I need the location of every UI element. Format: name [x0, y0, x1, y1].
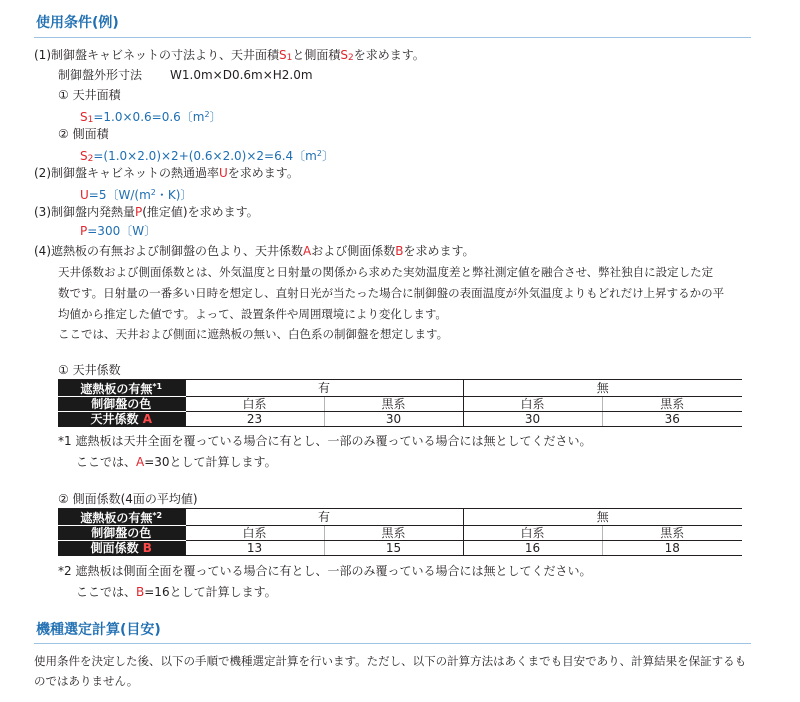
- dimension-label: 制御盤外形寸法: [58, 68, 143, 82]
- table-row: [58, 541, 742, 556]
- table-row: [58, 397, 742, 412]
- selection-paragraph-line-2: のではありません。: [34, 674, 139, 688]
- paragraph-line-2: 数です。日射量の一番多い日時を想定し、直射日光が当たった場合に制御盤の表面温度が外気温度よりもどれだけ上昇するかの平: [58, 286, 725, 300]
- table-row: [58, 509, 742, 526]
- value-cell: 30: [324, 412, 463, 427]
- value-cell: 13: [185, 541, 324, 556]
- value-cell: 30: [463, 412, 602, 427]
- coefficient-header: 天井係数 A: [58, 412, 185, 427]
- value-cell: 16: [463, 541, 602, 556]
- paragraph-line-4: ここでは、天井および側面に遮熱板の無い、白色系の制御盤を想定します。: [58, 327, 449, 341]
- color-cell: 白系: [463, 397, 602, 412]
- shield-no-cell: 無: [463, 509, 742, 526]
- value-cell: 23: [185, 412, 324, 427]
- color-cell: 白系: [463, 526, 602, 541]
- heat-generation-value: P=300〔W〕: [80, 224, 157, 238]
- color-header: 制御盤の色: [58, 526, 185, 541]
- shield-yes-cell: 有: [185, 380, 463, 397]
- paragraph-line-1: 天井係数および側面係数とは、外気温度と日射量の関係から求めた実効温度差と弊社測定値を融合させ、弊社独自に設定した定: [58, 265, 714, 279]
- table1-note: *1 遮熱板は天井全面を覆っている場合に有とし、一部のみ覆っている場合には無としてください。: [58, 434, 592, 448]
- section-title-selection: 機種選定計算(目安): [36, 622, 161, 638]
- shield-header: 遮熱板の有無$^{*1}$: [58, 380, 185, 397]
- table-row: [58, 526, 742, 541]
- section-title-usage: 使用条件(例): [36, 15, 119, 31]
- side-coefficient-table: [58, 508, 742, 556]
- section-divider: [34, 37, 751, 38]
- color-cell: 黒系: [324, 526, 463, 541]
- side-area-formula: $S_2=(1.0\times 2.0)\times 2+(0.6\times 2.0)\times 2=6.4$〔$m^2$〕: [80, 149, 334, 164]
- heat-transfer-value: U=5〔$W/(m^2$・K)〕: [80, 188, 193, 202]
- color-cell: 白系: [185, 526, 324, 541]
- table1-caption: ① 天井係数: [58, 363, 121, 377]
- color-cell: 黒系: [324, 397, 463, 412]
- item3-line: (3)制御盤内発熱量P(推定値)を求めます。: [34, 205, 259, 219]
- color-cell: 黒系: [602, 397, 742, 412]
- selection-paragraph-line-1: 使用条件を決定した後、以下の手順で機種選定計算を行います。ただし、以下の計算方法はあくまでも目安であり、計算結果を保証するも: [34, 654, 747, 668]
- table2-caption: ② 側面係数(4面の平均値): [58, 492, 198, 506]
- color-cell: 黒系: [602, 526, 742, 541]
- item1-line: (1)制御盤キャビネットの寸法より、天井面積$S_1$と側面積$S_2$を求めます。: [34, 48, 425, 63]
- ceiling-coefficient-table: [58, 379, 742, 427]
- value-cell: 36: [602, 412, 742, 427]
- ceiling-area-formula: $S_1=1.0\times 0.6=0.6$〔$m^2$〕: [80, 110, 222, 125]
- table2-note-calc: ここでは、B=16として計算します。: [76, 585, 277, 599]
- item4-line: (4)遮熱板の有無および制御盤の色より、天井係数Aおよび側面係数Bを求めます。: [34, 244, 475, 258]
- value-cell: 18: [602, 541, 742, 556]
- shield-no-cell: 無: [463, 380, 742, 397]
- paragraph-line-3: 均値から推定した値です。よって、設置条件や周囲環境により変化します。: [58, 307, 447, 321]
- section-divider: [34, 643, 751, 644]
- table1-note-calc: ここでは、A=30として計算します。: [76, 455, 277, 469]
- dimension-line: [58, 67, 313, 83]
- color-cell: 白系: [185, 397, 324, 412]
- side-area-label: ② 側面積: [58, 127, 109, 141]
- table2-note: *2 遮熱板は側面全面を覆っている場合に有とし、一部のみ覆っている場合には無としてください。: [58, 564, 592, 578]
- ceiling-area-label: ① 天井面積: [58, 88, 121, 102]
- dimension-value: W1.0m×D0.6m×H2.0m: [170, 68, 313, 82]
- coefficient-header: 側面係数 B: [58, 541, 185, 556]
- shield-yes-cell: 有: [185, 509, 463, 526]
- table-row: [58, 380, 742, 397]
- value-cell: 15: [324, 541, 463, 556]
- table-row: [58, 412, 742, 427]
- item2-line: (2)制御盤キャビネットの熱通過率Uを求めます。: [34, 166, 299, 180]
- shield-header: 遮熱板の有無$^{*2}$: [58, 509, 185, 526]
- color-header: 制御盤の色: [58, 397, 185, 412]
